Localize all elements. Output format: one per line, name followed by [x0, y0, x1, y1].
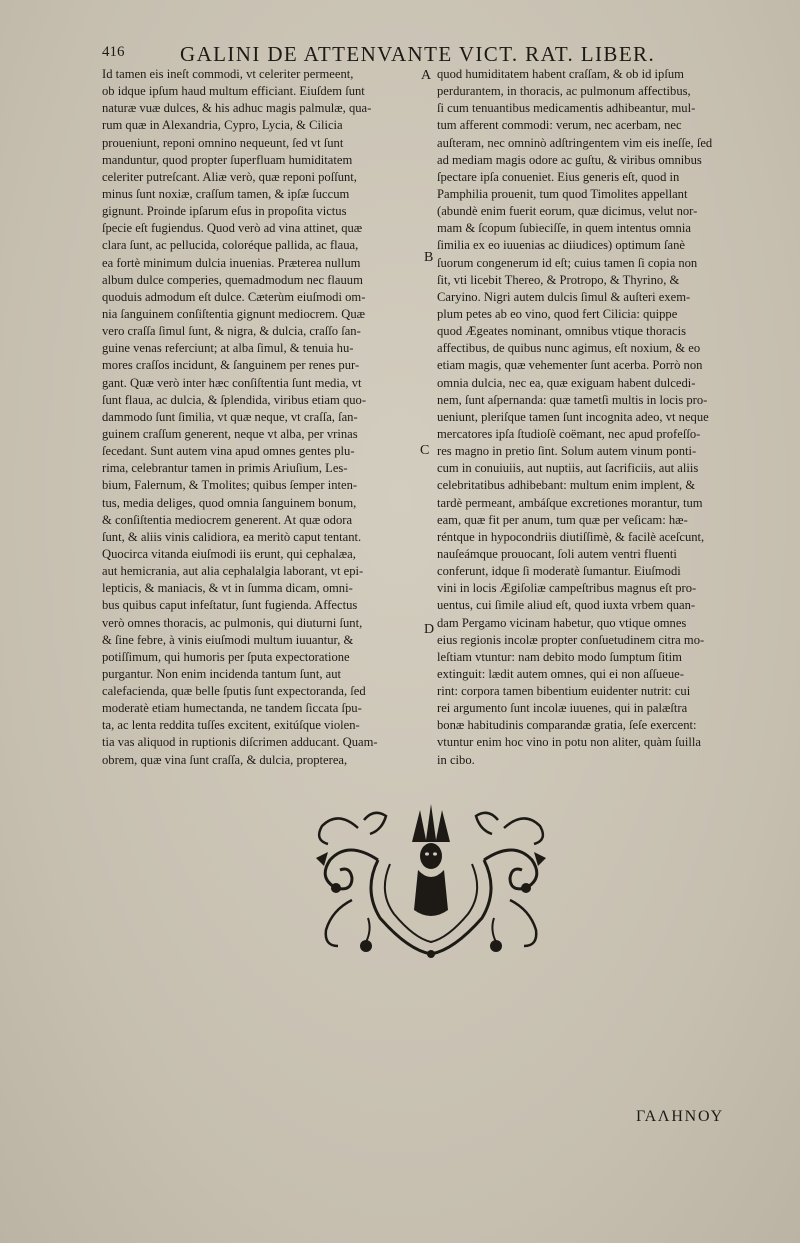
- right-column-line: omnia dulcia, nec ea, quæ exiguam habent dulcedi-: [437, 375, 696, 390]
- left-column-line: ſpecie eſt fugiendus. Quod verò ad vina attinet, quæ: [102, 221, 363, 236]
- right-column-line: ſimilia ex eo iuuenias ac diiudices) optimum ſanè: [437, 238, 685, 253]
- right-column-line: affectibus, de quibus nunc agimus, eſt noxium, & eo: [437, 341, 701, 356]
- left-column-line: gant. Quæ verò inter hæc conſiſtentia ſunt media, vt: [102, 375, 362, 390]
- left-column-line: ſunt, & aliis vinis calidiora, ea meritò caput tentant.: [102, 529, 362, 544]
- left-column-line: potiſſimum, qui humoris per ſputa expectoratione: [102, 649, 350, 664]
- right-column-line: ſuorum congenerum id eſt; cuius tamen ſi copia non: [437, 255, 698, 270]
- right-column-line: bonæ habitudinis comparandæ gratia, ſeſe exercent:: [437, 718, 697, 733]
- right-column-line: vtuntur enim hoc vino in potu non aliter, quàm ſuilla: [437, 735, 701, 750]
- left-column-line: rum quæ in Alexandria, Cypro, Lycia, & Cilicia: [102, 118, 343, 133]
- right-column-line: Pamphilia prouenit, tum quod Timolites appellant: [437, 186, 688, 201]
- right-column-line: extinguit: lædit autem omnes, qui ei non aſſueue-: [437, 666, 684, 681]
- right-column-line: tum afferent commodi: verum, nec acerbam, nec: [437, 118, 682, 133]
- margin-letter-c: C: [420, 443, 430, 458]
- right-column-line: mercatores ipſa ſtudioſè coëmant, nec apud profeſſo-: [437, 426, 701, 441]
- right-column-line: plum petes ab eo vino, quod fert Cilicia: quippe: [437, 306, 678, 321]
- left-column-line: nia ſanguinem conſiſtentia gignunt mediocrem. Quæ: [102, 306, 366, 321]
- right-column-line: perdurantem, in thoracis, ac pulmonum affectibus,: [437, 84, 691, 99]
- left-column-line: minus ſunt noxiæ, craſſum tamen, & ipſæ ſuccum: [102, 186, 350, 201]
- right-column-line: conferunt, idque ſi moderatè ſumantur. Eiuſmodi: [437, 564, 681, 579]
- left-column-line: ta, ac lenta reddita tuſſes excitent, exitúſque violen-: [102, 718, 360, 733]
- right-column-line: celebritatibus adhibebant: multum enim implent, &: [437, 478, 696, 493]
- left-column-line: aut hemicrania, aut alia cephalalgia laborant, vt epi-: [102, 564, 364, 579]
- right-text-column: [437, 66, 767, 769]
- left-column-line: lepticis, & maniacis, & vt in ſumma dicam, omni-: [102, 581, 353, 596]
- right-column-line: in cibo.: [437, 752, 475, 767]
- right-column-line: nauſeámque prouocant, ſoli autem ventri fluenti: [437, 546, 677, 561]
- left-column-line: & conſiſtentia mediocrem generent. At quæ odora: [102, 512, 353, 527]
- right-column-line: tardè permeant, ambáſque excretiones morantur, tum: [437, 495, 703, 510]
- left-column-line: tia vas aliquod in ruptionis diſcrimen adducant. Quam-: [102, 735, 378, 750]
- right-column-line: Caryino. Nigri autem dulcis ſimul & auſteri exem-: [437, 289, 691, 304]
- left-column-line: Id tamen eis ineſt commodi, vt celeriter permeent,: [102, 67, 354, 81]
- margin-letter-a: A: [421, 68, 432, 83]
- left-column-line: dammodo ſunt ſimilia, vt quæ neque, vt craſſa, ſan-: [102, 409, 358, 424]
- left-column-line: verò omnes thoracis, ac pulmonis, qui diuturni ſunt,: [102, 615, 363, 630]
- left-column-line: Quocirca vitanda eiuſmodi iis erunt, qui cephalæa,: [102, 546, 356, 561]
- woodcut-ornament-icon: [308, 800, 554, 962]
- right-column-line: uentus, cui ſimile aliud eſt, quod iuxta vrbem quan-: [437, 598, 696, 613]
- right-column-line: etiam magis, quæ vehementer ſunt acerba. Porrò non: [437, 358, 703, 373]
- left-column-line: moderatè etiam humectanda, ne tandem ſiccata ſpu-: [102, 701, 362, 716]
- left-column-line: obrem, quæ vina ſunt craſſa, & dulcia, propterea,: [102, 752, 348, 767]
- left-column-line: gignunt. Proinde ipſarum eſus in propoſita victus: [102, 204, 347, 219]
- left-column-line: bium, Falernum, & Tmolites; quibus ſemper inten-: [102, 478, 358, 493]
- right-column-line: res magno in pretio ſint. Solum autem vinum ponti-: [437, 444, 697, 459]
- right-column-line: dam Pergamo vicinam habetur, quo vtique omnes: [437, 615, 687, 630]
- right-column-line: ad mediam magis odore ac guſtu, & viribus omnibus: [437, 152, 702, 167]
- right-column-line: ſpectare ipſa conueniet. Eius generis eſt, quod in: [437, 169, 680, 184]
- right-column-line: nem, ſunt aſpernanda: quæ tametſi multis in locis pro-: [437, 392, 708, 407]
- catchword: ΓΑΛΗΝΟΥ: [636, 1108, 724, 1125]
- left-column-line: manduntur, quod propter ſuperfluam humiditatem: [102, 152, 353, 167]
- right-column-line: ſit, vti licebit Thereo, & Protropo, & Thyrino, &: [437, 272, 680, 287]
- left-column-line: proueniunt, reponi omnino nequeunt, ſed vt ſunt: [102, 135, 344, 150]
- margin-letter-b: B: [424, 250, 434, 265]
- right-column-line: (abundè enim fuerit eorum, quæ dicimus, velut nor-: [437, 204, 698, 219]
- left-column-line: rima, celebrantur tamen in primis Ariuſium, Les-: [102, 461, 348, 476]
- left-column-line: ſecedant. Sunt autem vina apud omnes gentes plu-: [102, 444, 355, 459]
- page-number: 416: [102, 44, 125, 60]
- right-column-line: leſtiam vtuntur: nam debito modo ſumptum ſitim: [437, 649, 682, 664]
- left-column-line: & ſine febre, à vinis eiuſmodi multum iuuantur, &: [102, 632, 354, 647]
- right-column-line: quod humiditatem habent craſſam, & ob id ipſum: [437, 67, 684, 81]
- right-column-line: eius regionis incolæ propter conſuetudinem citra mo-: [437, 632, 705, 647]
- left-column-line: naturæ vuæ dulces, & his adhuc magis palmulæ, qua-: [102, 101, 372, 116]
- left-column-line: guinem craſſum generent, neque vt alba, per vrinas: [102, 426, 358, 441]
- right-column-line: vini in locis Ægiſoliæ campeſtribus magnus eſt pro-: [437, 581, 697, 596]
- left-text-column: [102, 66, 420, 769]
- right-column-line: eam, quæ fit per anum, tum quæ per veſicam: hæ-: [437, 512, 688, 527]
- left-column-line: ſunt flaua, ac dulcia, & ſplendida, viribus etiam quo-: [102, 392, 367, 407]
- left-column-line: mores craſſos incidunt, & ſanguinem per renes pur-: [102, 358, 360, 373]
- right-column-line: cum in conuiuiis, aut nuptiis, aut ſacrificiis, aut aliis: [437, 461, 699, 476]
- margin-letter-d: D: [424, 622, 435, 637]
- left-column-line: bus quibus caput infeſtatur, ſunt fugienda. Affectus: [102, 598, 358, 613]
- left-column-line: album dulce comperies, quemadmodum nec flauum: [102, 272, 363, 287]
- left-column-line: ea fortè minimum dulcia inuenias. Præterea nullum: [102, 255, 361, 270]
- right-column-line: mam & ſcopum ſubieciſſe, in quem intentus omnia: [437, 221, 691, 236]
- left-column-line: purgantur. Non enim incidenda tantum ſunt, aut: [102, 666, 342, 681]
- left-column-line: quoduis admodum eſt dulce. Cæterùm eiuſmodi om-: [102, 289, 366, 304]
- left-column-line: vero craſſa ſimul ſunt, & nigra, & dulcia, craſſo ſan-: [102, 324, 361, 339]
- right-column-line: rei argumento ſunt incolæ iuuenes, qui in palæſtra: [437, 701, 688, 716]
- right-column-line: auſteram, nec omninò adſtringentem vim eis ineſſe, ſed: [437, 135, 713, 150]
- right-column-line: quod Ægeates nominant, omnibus vtique thoracis: [437, 324, 687, 339]
- right-column-line: ſi cum tenuantibus medicamentis adhibeantur, mul-: [437, 101, 696, 116]
- left-column-line: ob idque ipſum haud multum efficiant. Eiuſdem ſunt: [102, 84, 365, 99]
- left-column-line: guine venas referciunt; at alba ſimul, & tenuia hu-: [102, 341, 354, 356]
- right-column-line: rint: corpora tamen bibentium euidenter nutrit: cui: [437, 684, 691, 699]
- left-column-line: celeriter putreſcant. Aliæ verò, quæ reponi poſſunt,: [102, 169, 357, 184]
- right-column-line: réntque in hypocondriis diutiſſimè, & facilè aceſcunt,: [437, 529, 705, 544]
- left-column-line: tus, media deliges, quod omnia ſanguinem bonum,: [102, 495, 357, 510]
- left-column-line: calefacienda, quæ belle ſputis ſunt expectoranda, ſed: [102, 684, 366, 699]
- left-column-line: clara ſunt, ac pellucida, coloréque pallida, ac flaua,: [102, 238, 359, 253]
- running-title: GALINI DE ATTENVANTE VICT. RAT. LIBER.: [180, 42, 656, 66]
- right-column-line: ueniunt, pleriſque tamen ſunt incognita adeo, vt neque: [437, 409, 709, 424]
